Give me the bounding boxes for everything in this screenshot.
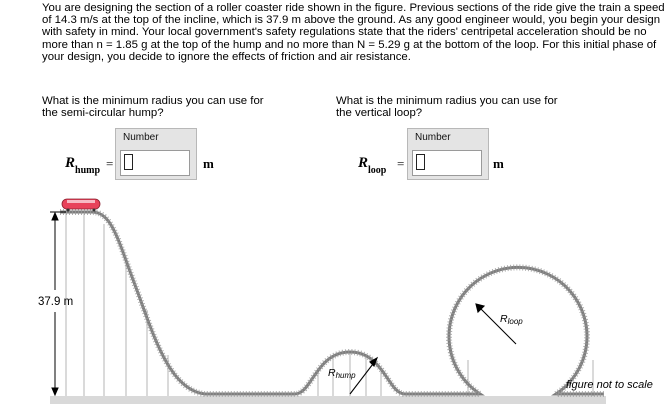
ground (50, 396, 606, 404)
equals-sign: = (106, 156, 114, 171)
problem-statement: You are designing the section of a roller coaster ride shown in the figure. Previous sections of the ride give the train a speed of 14.3 m/s at the top of the incline, which is 37.9 m above the ground. As any good engineer would, you begin your design with safety in mind. Your local government's safety regulations state that the riders' centripetal acceleration should be no more than n = 1.85 g at the top of the hump and no more than N = 5.29 g at the bottom of the loop. For this initial phase of your design, you decide to ignore the effects of friction and air resistance. (42, 2, 665, 63)
hump-unit: m (203, 156, 214, 171)
question-hump-prompt: What is the minimum radius you can use for the semi-circular hump? (42, 95, 264, 120)
question-loop-prompt: What is the minimum radius you can use for the vertical loop? (336, 95, 558, 120)
loop-unit: m (493, 156, 504, 171)
figure-caption: figure not to scale (566, 379, 653, 391)
number-label: Number (415, 132, 451, 143)
number-label: Number (123, 132, 159, 143)
equals-sign: = (397, 156, 405, 171)
r-hump-variable: $R_{hump}$ (65, 155, 101, 176)
hump-radius-label: Rhump (328, 367, 356, 380)
r-loop-variable: $R_{loop}$ (358, 155, 387, 176)
loop-radius-label: Rloop (500, 313, 523, 326)
height-label: 37.9 m (38, 296, 74, 308)
